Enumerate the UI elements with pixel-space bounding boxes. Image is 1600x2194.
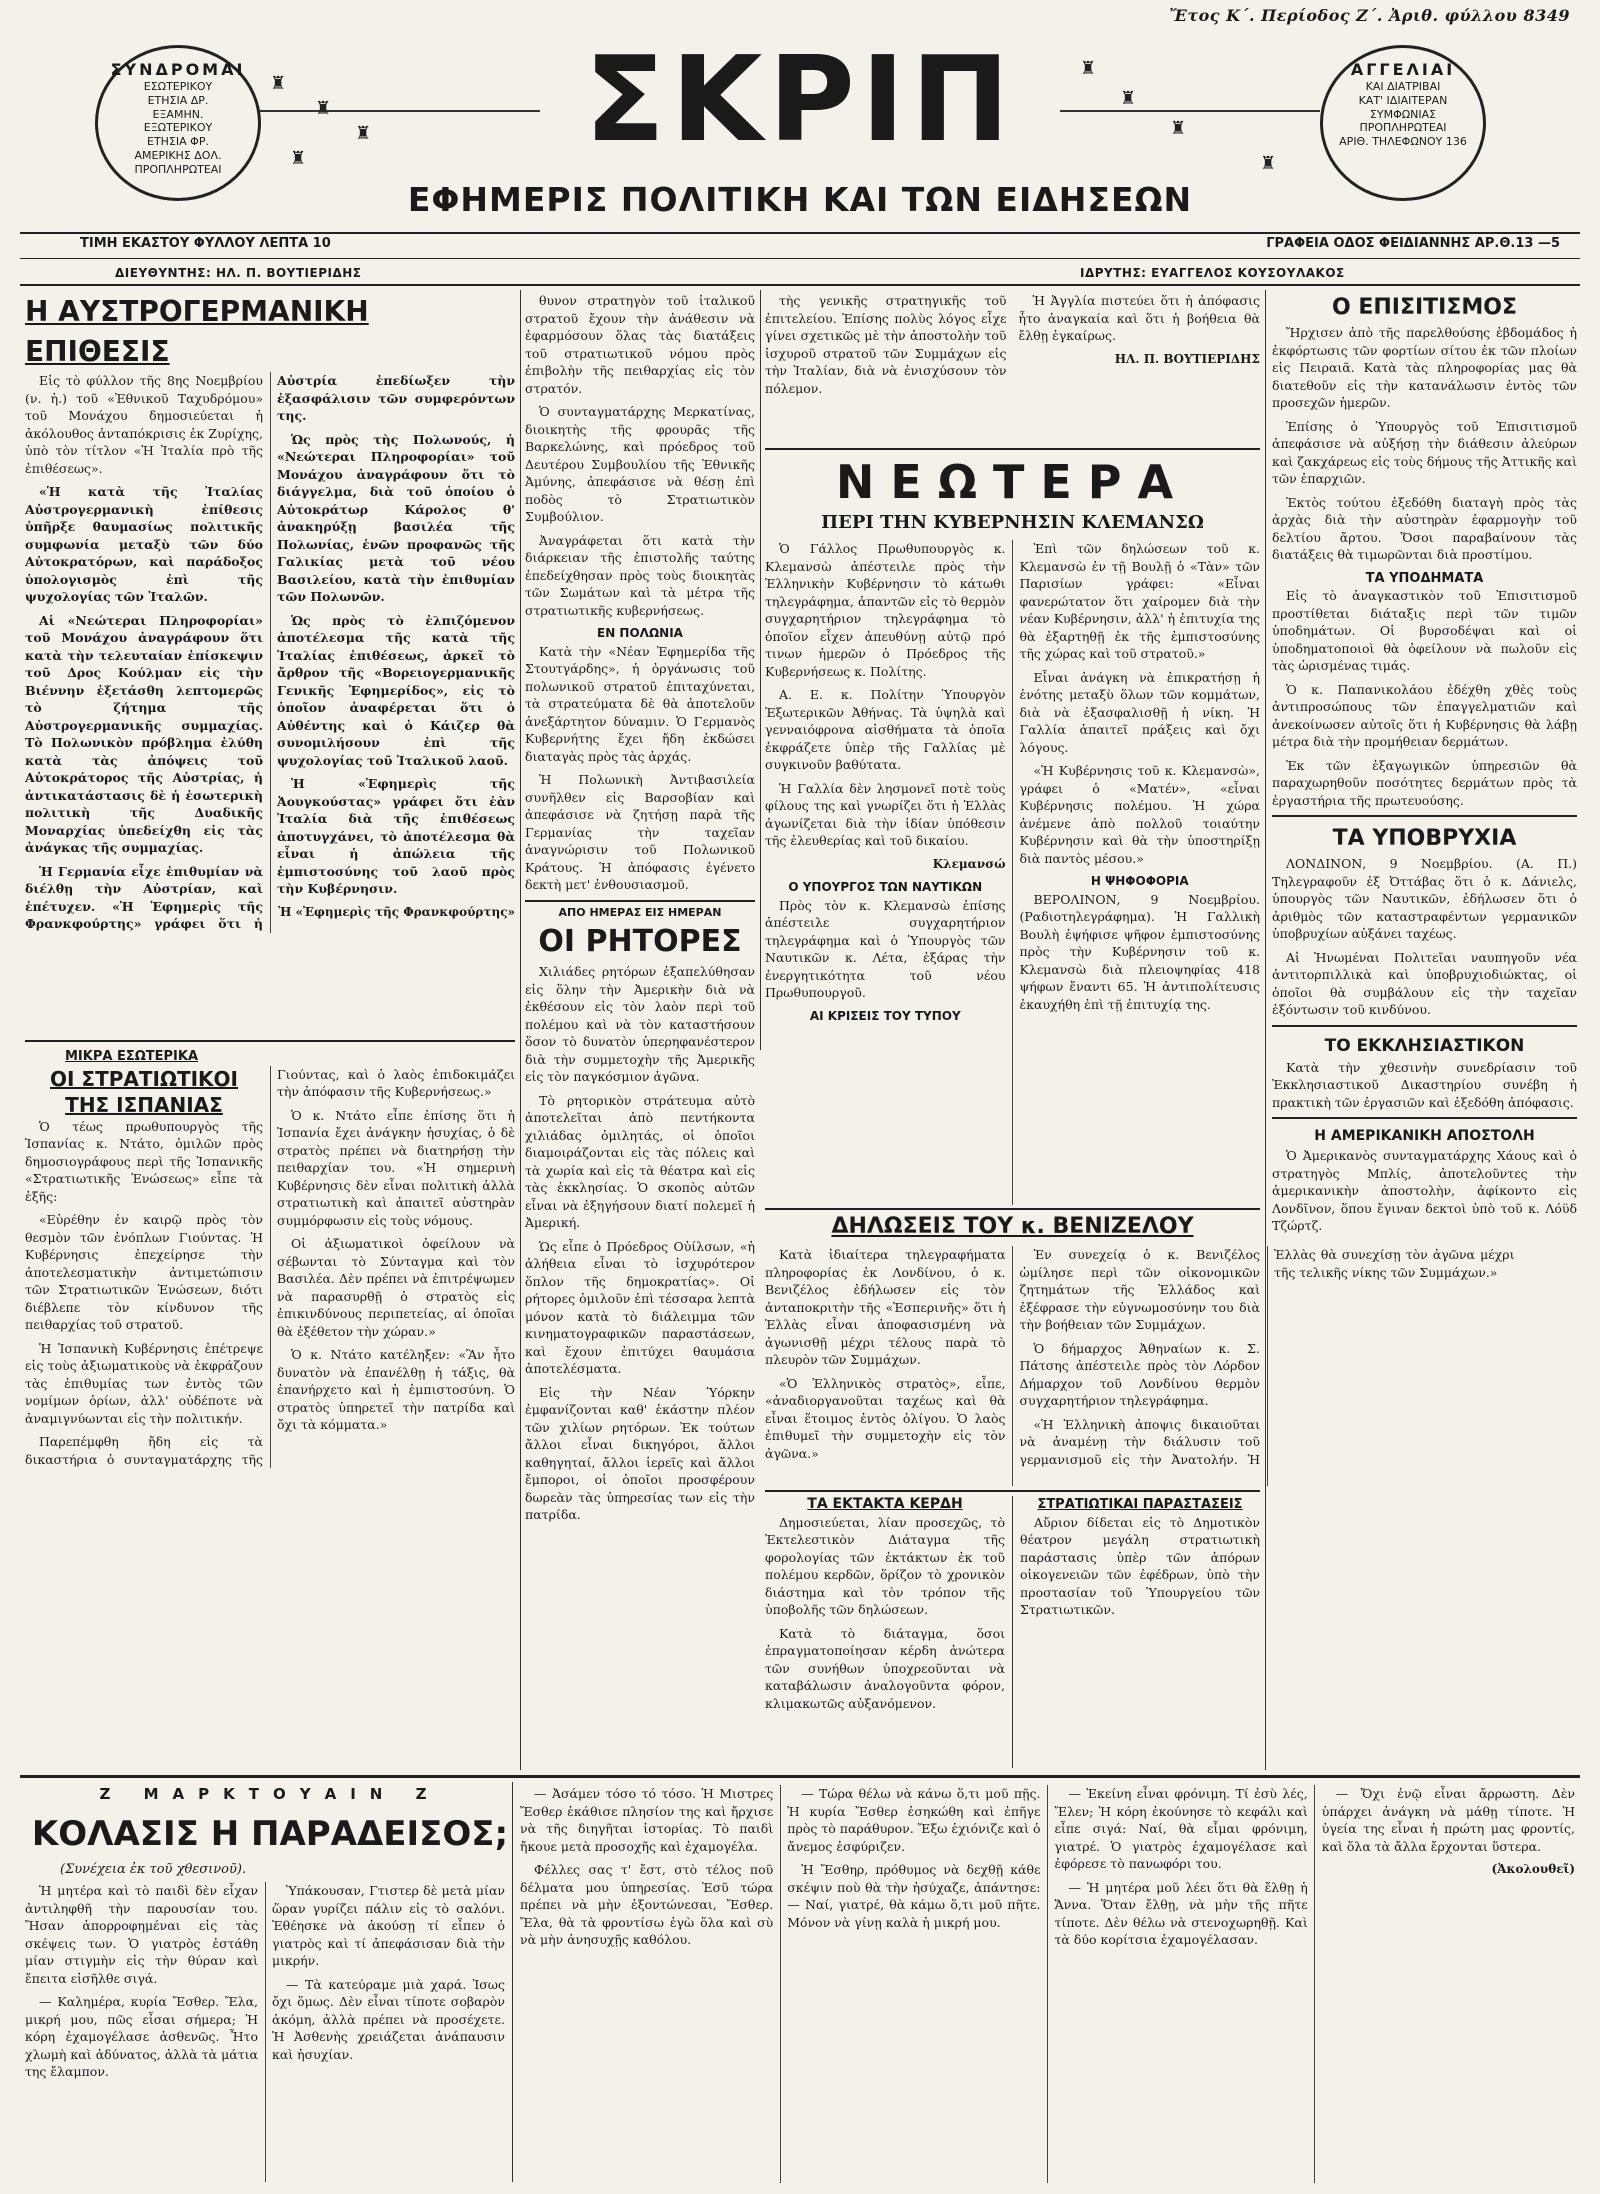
- paragraph: Πρὸς τὸν κ. Κλεμανσὼ ἐπίσης ἀπέστειλε συγχαρητήριον τηλεγράφημα καὶ ὁ Ὑπουργὸς τῶν Ναυτικῶν κ. Λέτα, ἐξάρας τὴν ἐνεργητικότητα τοῦ νέου Πρωθυπουργοῦ.: [765, 897, 1006, 1000]
- paragraph: Χιλιάδες ρητόρων ἐξαπελύθησαν εἰς ὅλην τὴν Ἀμερικὴν διὰ νὰ ἐκθέσουν εἰς τὸν λαὸν περὶ τοῦ πολέμου καὶ νὰ τὸν καταστήσουν ὅσον τὸ δυνατὸν ὑπερηφανέστερον διὰ τὴν συμμετοχὴν τῆς Ἀμερικῆς εἰς τὸν παγκόσμιον ἀγῶνα.: [525, 964, 755, 1084]
- paragraph: «Ἡ κατὰ τῆς Ἰταλίας Αὐστρογερμανικὴ ἐπίθεσις ὑπῆρξε θαυμασίως πολιτικῆς συμφωνία μεταξὺ τῶν δύο Αὐτοκρατόρων, καὶ παράδοξος ὑπολογισμὸς ἐπὶ τῆς ψυχολογίας τῶν Ἰταλῶν.: [25, 484, 263, 604]
- paragraph: Ἡ μητέρα καὶ τὸ παιδὶ δὲν εἶχαν ἀντιληφθῆ τὴν παρουσίαν του. Ἤσαν ἀπορροφημέναι εἰς τὰς σκέψεις των. Ὁ γιατρὸς ἐστάθη μίαν στιγμὴν εἰς τὴν θύραν καὶ ἔπειτα εἰσῆλθε σιγά.: [25, 1883, 258, 1986]
- price-text: ΤΙΜΗ ΕΚΑΣΤΟΥ ΦΥΛΛΟΥ ΛΕΠΤΑ 10: [80, 236, 331, 251]
- insulator-icon: ♜: [315, 98, 332, 119]
- paragraph: — Καλημέρα, κυρία Ἔσθερ. Ἔλα, μικρή μου, πῶς εἶσαι σήμερα; Ἡ κόρη ἐχαμογέλασε ἀσθενῶς. Ἦτο χλωμὴ καὶ ἀδύνατος, ἀλλὰ τὰ μάτια της ἔλαμπον.: [25, 1994, 258, 2079]
- headline: ΤΑ ΥΠΟΒΡΥΧΙΑ: [1332, 826, 1517, 851]
- paragraph: Κατὰ τὸ διάταγμα, ὅσοι ἐπραγματοποίησαν κέρδη ἀνώτερα τῶν συνήθων ὑποχρεοῦνται νὰ καταβάλωσιν ἀναλογοῦντα φόρον, κλιμακωτῶς αὐξανόμενον.: [765, 1625, 1005, 1711]
- headline: ΟΙ ΣΤΡΑΤΙΩΤΙΚΟΙ ΤΗΣ ΙΣΠΑΝΙΑΣ: [50, 1066, 238, 1117]
- paragraph: Κατὰ τὴν «Νέαν Ἐφημερίδα τῆς Στουτγάρδης», ἡ ὀργάνωσις τοῦ πολωνικοῦ στρατοῦ ἐπιταχύνεται, τὰ στρατεύματα δὲ θὰ ἀποτελοῦν ἀνεξάρτητον δύναμιν. Ὁ Γερμανὸς Κυβερνήτης ἔχει ἤδη ἐκδώσει διαταγὰς πρὸς τὰς ἀρχάς.: [525, 643, 755, 764]
- headline-venizelos: ΔΗΛΩΣΕΙΣ ΤΟΥ κ. ΒΕΝΙΖΕΛΟΥ: [831, 1214, 1194, 1239]
- serial-continued: (Συνέχεια ἐκ τοῦ χθεσινοῦ).: [60, 1862, 247, 1877]
- paragraph: Τὸ ρητορικὸν στράτευμα αὐτὸ ἀποτελεῖται ἀπὸ πεντήκοντα χιλιάδας ὀμιλητάς, οἱ ὁποῖοι διαμοιράζονται εἰς τὰς πόλεις καὶ τὰ χωρία καὶ εἰς τὰ θέατρα καὶ εἰς τὰς ἐκκλησίας. Ὁ σκοπὸς αὐτῶν εἶναι νὰ ἐξηγήσουν διατί πολεμεῖ ἡ Ἀμερική.: [525, 1092, 755, 1230]
- paragraph: Δημοσιεύεται, λίαν προσεχῶς, τὸ Ἐκτελεστικὸν Διάταγμα τῆς φορολογίας τῶν ἐκτάκτων ἐκ τοῦ πολέμου κερδῶν, ὅρίζον τὸ χρονικὸν διάστημα καὶ τὸν τρόπον τῆς ὑποβολῆς τῶν δηλώσεων.: [765, 1514, 1005, 1617]
- paragraph: Ὁ συνταγματάρχης Μερκατίνας, διοικητὴς τῆς φρουρᾶς τῆς Βαρκελώνης, καὶ πρόεδρος τοῦ Δευτέρου Συμβουλίου τῆς Ἐθνικῆς Ἀμύνης, ἀπεφάσισε νὰ θέσῃ ἐπὶ ποδὸς τὸ Στρατιωτικὸν Συμβούλιον.: [525, 404, 755, 524]
- paragraph: Ἡ Ἱσπανικὴ Κυβέρνησις ἐπέτρεψε εἰς τοὺς ἀξιωματικοὺς νὰ ἐκφράζουν τὰς ἐπιθυμίας των ἐντὸς τῶν νομίμων ὁρίων, ἀλλ' οὐδέποτε νὰ ἀναμιγνύωνται εἰς τὴν πολιτικήν.: [25, 1340, 263, 1426]
- paragraph: Ἐπὶ τῶν δηλώσεων τοῦ κ. Κλεμανσὼ ἐν τῇ Βουλῇ ὁ «Τὰν» τῶν Παρισίων γράφει: «Εἶναι φανερώτατον ὅτι χαίρομεν διὰ τὴν νέαν Κυβέρνησιν, ἀλλ' ἡ ἐπιτυχία της θὰ ἐξαρτηθῇ ἐκ τῆς ἐμπιστοσύνης τῆς χώρας καὶ τοῦ στρατοῦ.»: [1019, 541, 1260, 661]
- column-rule: [760, 290, 761, 1050]
- paragraph: Αὔριον δίδεται εἰς τὸ Δημοτικὸν θέατρον μεγάλη στρατιωτικὴ παράστασις ὑπὲρ τῶν ἀπόρων οἰκογενειῶν τῶν ἐφέδρων, ὑπὸ τὴν προστασίαν τοῦ Ὑπουργείου τῶν Στρατιωτικῶν.: [1020, 1514, 1260, 1617]
- section-rule: [25, 1040, 515, 1042]
- article-neotera: [765, 540, 1260, 1205]
- article-profits: [765, 1496, 1005, 1766]
- subscriptions-box: [95, 45, 261, 201]
- paragraph: Αἱ Ἠνωμέναι Πολιτεῖαι ναυπηγοῦν νέα ἀντιτορπιλλικὰ καὶ ὑποβρυχιοδιώκτας, οἱ ὁποῖοι θὰ συμβάλουν εἰς τὴν ταχεῖαν ἐξόντωσιν τοῦ κινδύνου.: [1272, 949, 1577, 1017]
- paragraph: Παρεπέμφθη ἤδη εἰς τὰ δικαστήρια ὁ συνταγματάρχης τῆς Γιούντας, καὶ ὁ λαὸς ἐπιδοκιμάζει τὴν ἀπόφασιν τῆς Κυβερνήσεως.»: [25, 1066, 515, 1467]
- section-rule: [765, 1208, 1260, 1210]
- insulator-icon: ♜: [355, 123, 372, 144]
- paragraph: τὴς γενικῆς στρατηγικῆς τοῦ ἐπιτελείου. Ἐπίσης πολὺς λόγος εἶχε γίνει σχετικῶς μὲ τὴν ἀποστολὴν τοῦ ἰσχυροῦ στρατοῦ τῶν Συμμάχων εἰς τὴν Ἰταλίαν, διὰ νὰ ἐνισχύσουν τὸν πόλεμον.: [765, 293, 1007, 396]
- paragraph: Ὁ δήμαρχος Ἀθηναίων κ. Σ. Πάτσης ἀπέστειλε πρὸς τὸν Λόρδον Δήμαρχον τοῦ Λονδίνου θερμὸν συγχαρητήριον τηλεγράφημα.: [1019, 1340, 1260, 1408]
- ads-line: ΑΡΙΘ. ΤΗΛΕΦΩΝΟΥ 136: [1339, 135, 1467, 148]
- issue-line: Ἔτος Κ΄. Περίοδος Ζ΄. Ἀριθ. φύλλου 8349: [1169, 6, 1570, 25]
- telegraph-wire: [1060, 110, 1320, 112]
- paragraph: — Ἀσάμεν τόσο τό τόσο. Ἡ Μιστρες Ἔσθερ ἐκάθισε πλησίον της καὶ ἤρχισε νὰ τῆς διηγῆται ἱστορίας. Τὸ παιδὶ ἤκουε μετὰ προσοχῆς καὶ ἐχαμογέλα.: [520, 1786, 774, 1854]
- paragraph: Κατὰ ἰδιαίτερα τηλεγραφήματα πληροφορίας ἐκ Λονδίνου, ὁ κ. Βενιζέλος ἐδήλωσεν εἰς τὸν ἀνταποκριτὴν τῆς «Ἑσπερινῆς» ὅτι ἡ Ἑλλὰς εἶναι ἀποφασισμένη νὰ ἀγωνισθῇ μέχρι τέλους παρὰ τὸ πλευρὸν τῶν Συμμάχων.: [765, 1247, 1006, 1367]
- serial-body-right: [520, 1785, 1575, 2183]
- masthead-rule: [20, 232, 1580, 234]
- ads-line: ΠΡΟΠΛΗΡΩΤΕΑΙ: [1359, 121, 1447, 135]
- column-rule: [512, 1782, 513, 2182]
- paragraph: «Ἡ Ἑλληνικὴ ἀποψις δικαιοῦται νὰ ἀναμένῃ τὴν διάλυσιν τοῦ γερμανισμοῦ εἰς τὴν Ἀνατολήν. Ἡ Ἑλλὰς θὰ συνεχίσῃ τὸν ἀγῶνα μέχρι τῆς τελικῆς νίκης τῶν Συμμάχων.»: [1019, 1247, 1515, 1467]
- offices-text: ΓΡΑΦΕΙΑ ΟΔΟΣ ΦΕΙΔΙΑΝΝΗΣ ΑΡ.Θ.13 —5: [1266, 236, 1560, 251]
- paragraph: Ἐκ τῶν ἐξαγωγικῶν ὑπηρεσιῶν θὰ παραχωρηθοῦν ποσότητες δερμάτων πρὸς τὰ ἐργαστήρια τῆς πρωτευούσης.: [1272, 757, 1577, 808]
- paragraph: — Τώρα θέλω νὰ κάνω ὅ,τι μοῦ πῇς. Ἡ κυρία Ἔσθερ ἐσηκώθη καὶ ἐπῆγε πρὸς τὸ παράθυρον. Ἔξω ἐχιόνιζε καὶ ὁ ἄνεμος ἐσφύριζεν.: [787, 1786, 1041, 1854]
- serial-kicker: Ζ ΜΑΡΚΤΟΥΑΙΝ Ζ: [99, 1785, 441, 1803]
- paragraph: Κατὰ τὴν χθεσινὴν συνεδρίασιν τοῦ Ἐκκλησιαστικοῦ Δικαστηρίου συνέβη ἡ πρακτικὴ τῶν ἐργασιῶν καὶ ἐξεδόθη ἀπόφασις.: [1272, 1059, 1577, 1110]
- paragraph: Εἰς τὴν Νέαν Ὑόρκην ἐμφανίζονται καθ' ἑκάστην πλέον τῶν χιλίων ρητόρων. Ἐκ τούτων ἄλλοι εἶναι δικηγόροι, ἄλλοι καθηγηταί, ἄλλοι ἱερεῖς καὶ ἄλλοι ἔμποροι, οἱ ὁποῖοι προσφέρουν δωρεὰν τὰς ὑπηρεσίας των εἰς τὴν πατρίδα.: [525, 1384, 755, 1522]
- headline: ΟΙ ΡΗΤΟΡΕΣ: [538, 924, 742, 959]
- paragraph: — Ἐκείνη εἶναι φρόνιμη. Τί ἐσὺ λές, Ἔλεν; Ἡ κόρη ἐκούνησε τὸ κεφάλι καὶ εἶπε σιγά: Ναί, θὰ εἶμαι φρόνιμη, γιατρέ. Ὁ γιατρὸς ἐχαμογέλασε καὶ ἐφόρεσε τὸ πανωφόρι του.: [1054, 1786, 1308, 1871]
- right-column: [1272, 292, 1577, 1767]
- insulator-icon: ♜: [290, 148, 307, 169]
- paragraph: Ἡ Γαλλία δὲν λησμονεῖ ποτὲ τοὺς φίλους της καὶ γνωρίζει ὅτι ἡ Ἑλλὰς ἀγωνίζεται διὰ τὴν ἰδίαν ὑπόθεσιν τῆς ἐλευθερίας καὶ τοῦ δικαίου.: [765, 780, 1006, 848]
- byline: ΗΛ. Π. ΒΟΥΤΙΕΡΙΔΗΣ: [1114, 351, 1260, 366]
- paragraph: Ἀναγράφεται ὅτι κατὰ τὴν διάρκειαν τῆς ἐπιστολῆς ταύτης ἐπεδείχθησαν πρὸς τοὺς διοικητὰς τῶν Σωμάτων καὶ τὰ μέτρα τῆς στρατιωτικῆς κυβερνήσεως.: [525, 532, 755, 618]
- subscriptions-line: ΕΞΑΜΗΝ.: [152, 107, 204, 121]
- subscriptions-line: ΠΡΟΠΛΗΡΩΤΕΑΙ: [134, 162, 222, 176]
- paragraph: Α. Ε. κ. Πολίτην Ὑπουργὸν Ἐξωτερικῶν Ἀθήνας. Τὰ ὑψηλὰ καὶ γενναιόφρονα αἰσθήματα τὰ ὁποῖα ἐκφράζετε ὑπὲρ τῆς Γαλλίας μὲ συγκινοῦν βαθύτατα.: [765, 687, 1006, 772]
- article-theatre: [1020, 1496, 1260, 1766]
- ads-line: ΣΥΜΦΩΝΙΑΣ: [1369, 107, 1437, 121]
- article-spain-military: [25, 1048, 515, 1763]
- paragraph: Ἡ Πολωνικὴ Ἀντιβασιλεία συνῆλθεν εἰς Βαρσοβίαν καὶ ἀπεφάσισε νὰ ζητήσῃ παρὰ τῆς Γερμανίας τὴν ταχεῖαν ἀναγνώρισιν τοῦ Πολωνικοῦ Κράτους. Ἡ ἀπόφασις ἐγένετο δεκτὴ μετ' ἐνθουσιασμοῦ.: [525, 772, 755, 892]
- column-rule: [1012, 1496, 1013, 1768]
- subheading: Η ΨΗΦΟΦΟΡΙΑ: [1090, 874, 1189, 888]
- paragraph: Εἶναι ἀνάγκη νὰ ἐπικρατήσῃ ἡ ἑνότης μεταξὺ ὅλων τῶν κομμάτων, διὰ νὰ ἐξασφαλισθῇ ἡ νίκη. Ἡ Γαλλία ἀπαιτεῖ πράξεις καὶ ὄχι λόγους.: [1019, 669, 1260, 755]
- kicker: ΑΠΟ ΗΜΕΡΑΣ ΕΙΣ ΗΜΕΡΑΝ: [558, 905, 722, 919]
- paragraph: Αἱ «Νεώτεραι Πληροφορίαι» τοῦ Μονάχου ἀναγράφουν ὅτι κατὰ τὴν τελευταίαν ἐπίσκεψιν τοῦ Δρος Κούλμαν εἰς τὴν Βιέννην ἐξετάσθη λεπτομερῶς τὸ ζήτημα τῆς Αὐστρογερμανικῆς συμμαχίας. Τὸ Πολωνικὸν πρόβλημα ἐλύθη κατὰ τὰς ἀπόψεις τοῦ Αὐτοκράτορος τῆς Αὐστρίας, ἡ ἀντικατάστασις δὲ ἡ ἐσωτερικὴ πολιτικὴ τῆς Δυαδικῆς Μοναρχίας ὑπεδείχθη εἰς τὰς ἀνάγκας τῆς συμμαχίας.: [25, 612, 263, 855]
- serial-rule: [20, 1775, 1580, 1778]
- newspaper-title: ΣΚΡΙΠ: [584, 30, 1016, 168]
- byline: Ἡ «Ἐφημερὶς τῆς Φρανκφούρτης»: [278, 904, 515, 919]
- subheading: Ο ΥΠΟΥΡΓΟΣ ΤΩΝ ΝΑΥΤΙΚΩΝ: [788, 880, 983, 894]
- insulator-icon: ♜: [1260, 153, 1277, 174]
- paragraph: ΒΕΡΟΛΙΝΟΝ, 9 Νοεμβρίου. (Ραδιοτηλεγράφημα). Ἡ Γαλλικὴ Βουλὴ ἐψήφισε ψῆφον ἐμπιστοσύνης πρὸς τὴν Κυβέρνησιν τοῦ κ. Κλεμανσὼ διὰ πλειοψηφίας 418 ψήφων ἔναντι 65. Ἡ ἀντιπολίτευσις ἐκαυχήθη ἐπὶ τῇ ἐπιτυχίᾳ της.: [1019, 891, 1260, 1012]
- price-bar: [20, 236, 1580, 256]
- paragraph: Οἱ ἀξιωματικοὶ ὀφείλουν νὰ σέβωνται τὸ Σύνταγμα καὶ τὸν Βασιλέα. Δὲν πρέπει νὰ ἐπιτρέψωμεν νὰ παρασυρθῇ ὁ στρατὸς εἰς ἐπικινδύνους περιπετείας, αἱ ὁποῖαι θὰ ἐξέθετον τὴν χώραν.»: [277, 1236, 515, 1339]
- subscriptions-line: ΕΞΩΤΕΡΙΚΟΥ: [143, 121, 213, 135]
- article-austro: [25, 292, 515, 1032]
- paragraph: Εἰς τὸ ἀναγκαστικὸν τοῦ Ἐπισιτισμοῦ προστίθεται διάταξις περὶ τῶν τιμῶν ὑποδημάτων. Οἱ βυρσοδέψαι καὶ οἱ ὑποδηματοποιοὶ θὰ ὀφείλουν νὰ πωλοῦν εἰς τὰς ὡρισμένας τιμάς.: [1272, 588, 1577, 673]
- paragraph: Ἤρχισεν ἀπὸ τῆς παρελθούσης ἑβδομάδος ἡ ἐκφόρτωσις τῶν φορτίων σίτου ἐκ τῶν πλοίων εἰς Πειραιᾶ. Κατὰ τὰς πληροφορίας μας θὰ διατεθοῦν εἰς τὴν κατανάλωσιν ἐντὸς τῶν προσεχῶν ἡμερῶν.: [1272, 325, 1577, 410]
- middle-column: [525, 292, 755, 1762]
- paragraph: «Εὑρέθην ἐν καιρῷ πρὸς τὸν θεσμὸν τῶν ἐνόπλων Γιούντας. Ἡ Κυβέρνησις ἐπεχείρησε τὴν ἀποτελεσματικὴν ἀντιμετώπισιν τῶν Στρατιωτικῶν Ἑνώσεων, διότι διέβλεπε τὸν κίνδυνον τῆς πειθαρχίας τοῦ στρατοῦ.: [25, 1212, 263, 1332]
- headline: Η ΑΜΕΡΙΚΑΝΙΚΗ ΑΠΟΣΤΟΛΗ: [1314, 1128, 1535, 1144]
- paragraph: Ὁ κ. Ντάτο εἶπε ἐπίσης ὅτι ἡ Ἱσπανία ἔχει ἀνάγκην ἡσυχίας, ὁ δὲ στρατὸς πρέπει νὰ διατηρήσῃ τὴν πειθαρχίαν του. «Ἡ σημερινὴ Κυβέρνησις δὲν εἶναι πολιτικὴ ἀλλὰ στρατιωτικὴ καὶ ἀπαιτεῖ αὐστηρὰν συμμόρφωσιν εἰς τοὺς νόμους.: [277, 1107, 515, 1228]
- headline: ΣΤΡΑΤΙΩΤΙΚΑΙ ΠΑΡΑΣΤΑΣΕΙΣ: [1037, 1497, 1243, 1512]
- to-be-continued: (Ἀκολουθεῖ): [1491, 1862, 1575, 1876]
- paragraph: Ἡ «Ἐφημερὶς τῆς Ἀουγκούστας» γράφει ὅτι ἐὰν Ἰταλία διὰ τῆς ἐπιθέσεως ἀποτυγχάνει, τὸ ἀποτέλεσμα θὰ εἶναι ἡ ἀπώλεια τῆς ἐμπιστοσύνης τοῦ λαοῦ πρὸς τὴν Κυβέρνησιν.: [277, 776, 515, 896]
- ads-line: ΚΑΙ ΔΙΑΤΡΙΒΑΙ: [1365, 80, 1441, 93]
- column-rule: [520, 290, 521, 1770]
- kicker: ΜΙΚΡΑ ΕΣΩΤΕΡΙΚΑ: [65, 1049, 199, 1064]
- article-continuation: [765, 292, 1260, 442]
- telegraph-wire: [260, 110, 540, 112]
- headline: Ο ΕΠΙΣΙΤΙΣΜΟΣ: [1331, 295, 1518, 320]
- signature: Κλεμανσώ: [932, 856, 1006, 871]
- paragraph: Ἡ Γερμανία εἶχε ἐπιθυμίαν νὰ διέλθῃ τὴν Αὐστρίαν, καὶ ἐπέτυχεν. «Ἡ Ἐφημερὶς τῆς Φρανκφούρτης» γράφει ὅτι ἡ Αὐστρία ἐπεδίωξεν τὴν ἐξασφάλισιν τῶν συμφερόντων της.: [25, 373, 515, 931]
- headline: ΤΑ ΕΚΤΑΚΤΑ ΚΕΡΔΗ: [807, 1496, 963, 1512]
- serial-body-left: [25, 1882, 505, 2182]
- column-rule: [1265, 290, 1266, 1770]
- paragraph: Ὁ κ. Ντάτο κατέληξεν: «Ἂν ἦτο δυνατὸν νὰ ἐπανέλθῃ ἡ τάξις, θὰ ἐπανήρχετο καὶ ἡ ἐμπιστοσύνη. Ὁ στρατὸς ὑπηρετεῖ τὴν πατρίδα καὶ ὄχι τὰ κόμματα.»: [277, 1347, 515, 1432]
- serial-title: ΚΟΛΑΣΙΣ Η ΠΑΡΑΔΕΙΣΟΣ;: [31, 1814, 509, 1854]
- paragraph: Ἡ Ἔσθηρ, πρόθυμος νὰ δεχθῇ κάθε σκέψιν ποὺ θὰ τὴν ἡσύχαζε, ἀπάντησε: — Ναί, γιατρέ, θὰ κάμω ὅ,τι μοῦ πῆτε. Μόνον νὰ γίνῃ καλὰ ἡ μικρή μου.: [787, 1862, 1041, 1930]
- ads-heading: ΑΓΓΕΛΙΑΙ: [1350, 60, 1456, 79]
- section-rule: [765, 448, 1260, 450]
- article-venizelos: [765, 1246, 1515, 1486]
- paragraph: Εἰς τὸ φύλλον τῆς 8ης Νοεμβρίου (ν. ἡ.) τοῦ «Ἐθνικοῦ Ταχυδρόμου» τοῦ Μονάχου δημοσιεύεται ἡ ἀκόλουθος ἀνταπόκρισις ἐκ Ζυρίχης, ὑπὸ τὸν τίτλον «Ἡ Ἰταλία πρὸ τῆς ἐπιθέσεως».: [25, 373, 263, 476]
- ads-box: [1320, 45, 1486, 201]
- headline: Η ΑΥΣΤΡΟΓΕΡΜΑΝΙΚΗ ΕΠΙΘΕΣΙΣ: [25, 295, 369, 368]
- subheading: ΑΙ ΚΡΙΣΕΙΣ ΤΟΥ ΤΥΠΟΥ: [809, 1008, 961, 1023]
- subheadline: ΠΕΡΙ ΤΗΝ ΚΥΒΕΡΝΗΣΙΝ ΚΛΕΜΑΝΣΩ: [821, 512, 1204, 533]
- paragraph: Ὡς εἶπε ὁ Πρόεδρος Οὐίλσων, «ἡ ἀλήθεια εἶναι τὸ ἰσχυρότερον ὅπλον τῆς δημοκρατίας». Οἱ ρήτορες ὁμιλοῦν ἐπὶ τέσσαρα λεπτὰ μόνον κατὰ τὸ διάλειμμα τῶν κινηματογραφικῶν παραστάσεων, καὶ ἔχουν ἐπιτύχει θαυμάσια ἀποτελέσματα.: [525, 1238, 755, 1376]
- banner-neotera: ΝΕΩΤΕΡΑ: [835, 455, 1190, 509]
- insulator-icon: ♜: [1120, 88, 1137, 109]
- paragraph: Ὑπάκουσαν, Γτιστερ δὲ μετὰ μίαν ὥραν γυρίζει πάλιν εἰς τὸ σαλόνι. Ἐθέησκε νὰ ἀκούσῃ τί εἶπεν ὁ γιατρὸς καὶ τί ἀπεφάσισαν διὰ τὴν μικρήν.: [272, 1883, 505, 1968]
- headline: ΤΟ ΕΚΚΛΗΣΙΑΣΤΙΚΟΝ: [1324, 1035, 1525, 1056]
- paragraph: Ἐπίσης ὁ Ὑπουργὸς τοῦ Ἐπισιτισμοῦ ἀπεφάσισε νὰ αὐξήσῃ τὴν διάθεσιν ἀλεύρων καὶ ζακχάρεως εἰς τοὺς δήμους τῆς Ἀττικῆς καὶ τῶν ἐπαρχιῶν.: [1272, 418, 1577, 486]
- paragraph: — Τὰ κατεύραμε μιὰ χαρά. Ἰσως ὄχι ὅμως. Δὲν εἶναι τίποτε σοβαρὸν ἀκόμη, ἀλλὰ πρέπει νὰ προσέχετε. Ἡ Ἀσθενὴς χρειάζεται ἀνάπαυσιν καὶ ἡσυχίαν.: [272, 1976, 505, 2062]
- price-rule: [20, 258, 1580, 259]
- paragraph: «Ἡ Κυβέρνησις τοῦ κ. Κλεμανσὼ», γράφει ὁ «Ματέν», «εἶναι Κυβέρνησις πολέμου. Ἡ χώρα ἀνέμενε ἀπὸ πολλοῦ τοιαύτην Κυβέρνησιν καὶ θὰ τὴν ὑποστηρίξῃ διὰ παντὸς μέσου.»: [1019, 763, 1260, 866]
- paragraph: Ὁ Ἀμερικανὸς συνταγματάρχης Χάους καὶ ὁ στρατηγὸς Μπλίς, ἀποτελοῦντες τὴν ἀμερικανικὴν ἀποστολὴν, ἀφίκοντο εἰς Λονδῖνον, ὅπου ἔγιναν δεκτοὶ ὑπὸ τοῦ κ. Λόϋδ Τζώρτζ.: [1272, 1148, 1577, 1233]
- founder-line: ΙΔΡΥΤΗΣ: ΕΥΑΓΓΕΛΟΣ ΚΟΥΣΟΥΛΑΚΟΣ: [1080, 266, 1345, 280]
- ads-line: ΚΑΤ' ΙΔΙΑΙΤΕΡΑΝ: [1358, 93, 1448, 107]
- insulator-icon: ♜: [1080, 58, 1097, 79]
- paragraph: Ἐκτὸς τούτου ἐξεδόθη διαταγὴ πρὸς τὰς ἀρχὰς διὰ τὴν αὐστηρὰν ἐφαρμογὴν τοῦ δελτίου ἄρτου. Ὅσοι παραβαίνουν τὰς διατάξεις θὰ τιμωρῶνται διὰ προστίμου.: [1272, 494, 1577, 562]
- director-line: ΔΙΕΥΘΥΝΤΗΣ: ΗΛ. Π. ΒΟΥΤΙΕΡΙΔΗΣ: [115, 266, 362, 280]
- insulator-icon: ♜: [270, 73, 287, 94]
- newspaper-subtitle: ΕΦΗΜΕΡΙΣ ΠΟΛΙΤΙΚΗ ΚΑΙ ΤΩΝ ΕΙΔΗΣΕΩΝ: [407, 180, 1193, 219]
- paragraph: θυνον στρατηγὸν τοῦ ἰταλικοῦ στρατοῦ ἔχουν τὴν ἀνάθεσιν νὰ ἐφαρμόσουν ὅλας τὰς διατάξεις τοῦ στρατιωτικοῦ νόμου πρὸς ἐπιβολὴν τῆς πειθαρχίας εἰς τὸν στρατόν.: [525, 293, 755, 396]
- paragraph: Ὁ Γάλλος Πρωθυπουργὸς κ. Κλεμανσὼ ἀπέστειλε πρὸς τὴν Ἑλληνικὴν Κυβέρνησιν τὸ κάτωθι τηλεγράφημα, ἀπαντῶν εἰς τὸ θερμὸν συγχαρητήριον τηλεγράφημα τὸ ὁποῖον εἶχεν ἀπευθύνῃ αὐτῷ πρό τινων ἡμερῶν ὁ Πρόεδρος τῆς Κυβερνήσεως κ. Πολίτης.: [765, 541, 1006, 679]
- paragraph: Ἐν συνεχείᾳ ὁ κ. Βενιζέλος ὡμίλησε περὶ τῶν οἰκονομικῶν ζητημάτων τῆς Ἑλλάδος καὶ ἐξέφρασε τὴν εὐγνωμοσύνην του διὰ τὴν βοήθειαν τῶν Συμμάχων.: [1019, 1247, 1260, 1332]
- subscriptions-line: ΕΤΗΣΙΑ ΔΡ.: [147, 93, 209, 107]
- paragraph: — Ὄχι ἐνῷ εἶναι ἄρρωστη. Δὲν ὑπάρχει ἀνάγκη νὰ μάθῃ τίποτε. Ἡ ὑγεία της εἶναι ἡ πρώτη μας φροντίς, καὶ ὅλα τὰ ἄλλα ἔρχονται ὕστερα.: [1321, 1786, 1575, 1854]
- subscriptions-heading: ΣΥΝΔΡΟΜΑΙ: [110, 60, 246, 79]
- subheading: ΤΑ ΥΠΟΔΗΜΑΤΑ: [1365, 570, 1484, 586]
- paragraph: — Ἡ μητέρα μοῦ λέει ὅτι θὰ ἔλθῃ ἡ Ἄννα. Ὅταν ἔλθῃ, νὰ μὴν τῆς πῆτε τίποτε. Δὲν θέλω νὰ στενοχωρηθῇ. Καὶ τὰ δύο κορίτσια ἐχαμογέλασαν.: [1054, 1879, 1308, 1947]
- paragraph: Ἡ Ἀγγλία πιστεύει ὅτι ἡ ἀπόφασις ἦτο ἀναγκαία καὶ ὅτι ἡ βοήθεια θὰ ἔλθῃ ἐγκαίρως.: [1018, 293, 1260, 343]
- paragraph: Ὁ κ. Παπανικολάου ἐδέχθη χθὲς τοὺς ἀντιπροσώπους τῶν ἐπαγγελματιῶν καὶ ἀνεκοίνωσεν αὐτοῖς ὅτι ἡ Κυβέρνησις θὰ λάβῃ μέτρα διὰ τὴν προμήθειαν δερμάτων.: [1272, 681, 1577, 749]
- subscriptions-line: ΑΜΕΡΙΚΗΣ ΔΟΛ.: [134, 148, 222, 162]
- staff-rule: [20, 284, 1580, 286]
- subscriptions-line: ΕΣΩΤΕΡΙΚΟΥ: [143, 80, 213, 93]
- insulator-icon: ♜: [1170, 118, 1187, 139]
- paragraph: Φέλλες σας τ' ἔστ, στὸ τέλος ποῦ δέλματα μου ὑπηρεσίας. Ἐσῦ τώρα πρέπει νὰ μὴν ἐξοντώνεσαι, Ἔσθερ. Ἔλα, θὰ τὰ φροντίσω ἐγὼ ὅλα καὶ σὺ νὰ μὴν ἀνησυχῇς καθόλου.: [520, 1862, 774, 1947]
- paragraph: Ὡς πρὸς τὴς Πολωνούς, ἡ «Νεώτεραι Πληροφορίαι» τοῦ Μονάχου ἀναγράφουν ὅτι τὸ διάγγελμα, διὰ τοῦ ὁποίου ὁ Αὐτοκράτωρ Κάρολος θ' ἀνακηρύξῃ βασιλέα τῆς Πολωνίας, ἑνῶν προφανῶς τῆς Γαλικίας μετὰ τοῦ νέου Βασιλείου, κατὰ τὴν ἐπιθυμίαν τῶν Πολωνῶν.: [277, 431, 515, 604]
- paragraph: «Ὁ Ἑλληνικὸς στρατὸς», εἶπε, «ἀναδιοργανοῦται ταχέως καὶ θὰ εἶναι ἕτοιμος ἐντὸς ὀλίγου. Ὁ λαὸς ἐπιθυμεῖ τὴν συμμετοχὴν εἰς τὸν ἀγῶνα.»: [765, 1375, 1006, 1461]
- subheading: ΕΝ ΠΟΛΩΝΙΑ: [597, 626, 683, 640]
- section-rule: [765, 1490, 1260, 1492]
- paragraph: Ὡς πρὸς τὸ ἐλπιζόμενον ἀποτέλεσμα τῆς κατὰ τῆς Ἰταλίας ἐπιθέσεως, ἀρκεῖ τὸ ἄρθρον τῆς «Βορειογερμανικῆς Γενικῆς Ἐφημερίδος», εἰς τὸ ὁποῖον ἀναφέρεται ὅτι ὁ Αὐθέντης καὶ ὁ Κάιζερ θὰ συνομιλήσουν ἐπὶ τῆς ψυχολογίας τοῦ Ἰταλικοῦ λαοῦ.: [277, 612, 515, 768]
- subscriptions-line: ΕΤΗΣΙΑ ΦΡ.: [147, 135, 209, 148]
- paragraph: Ὁ τέως πρωθυπουργὸς τῆς Ἱσπανίας κ. Ντάτο, ὁμιλῶν πρὸς δημοσιογράφους περὶ τῆς Ἱσπανικῆς «Στρατιωτικῆς Ἑνώσεως» εἶπε τὰ ἑξῆς:: [25, 1118, 263, 1204]
- paragraph: ΛΟΝΔΙΝΟΝ, 9 Νοεμβρίου. (Α. Π.) Τηλεγραφοῦν ἐξ Ὀττάβας ὅτι ὁ κ. Δάνιελς, ὑπουργὸς τῶν Ναυτικῶν, ἐδήλωσεν ὅτι ὁ ἀριθμὸς τῶν καταστραφέντων γερμανικῶν ὑποβρυχίων αὐξάνει ταχέως.: [1272, 856, 1577, 941]
